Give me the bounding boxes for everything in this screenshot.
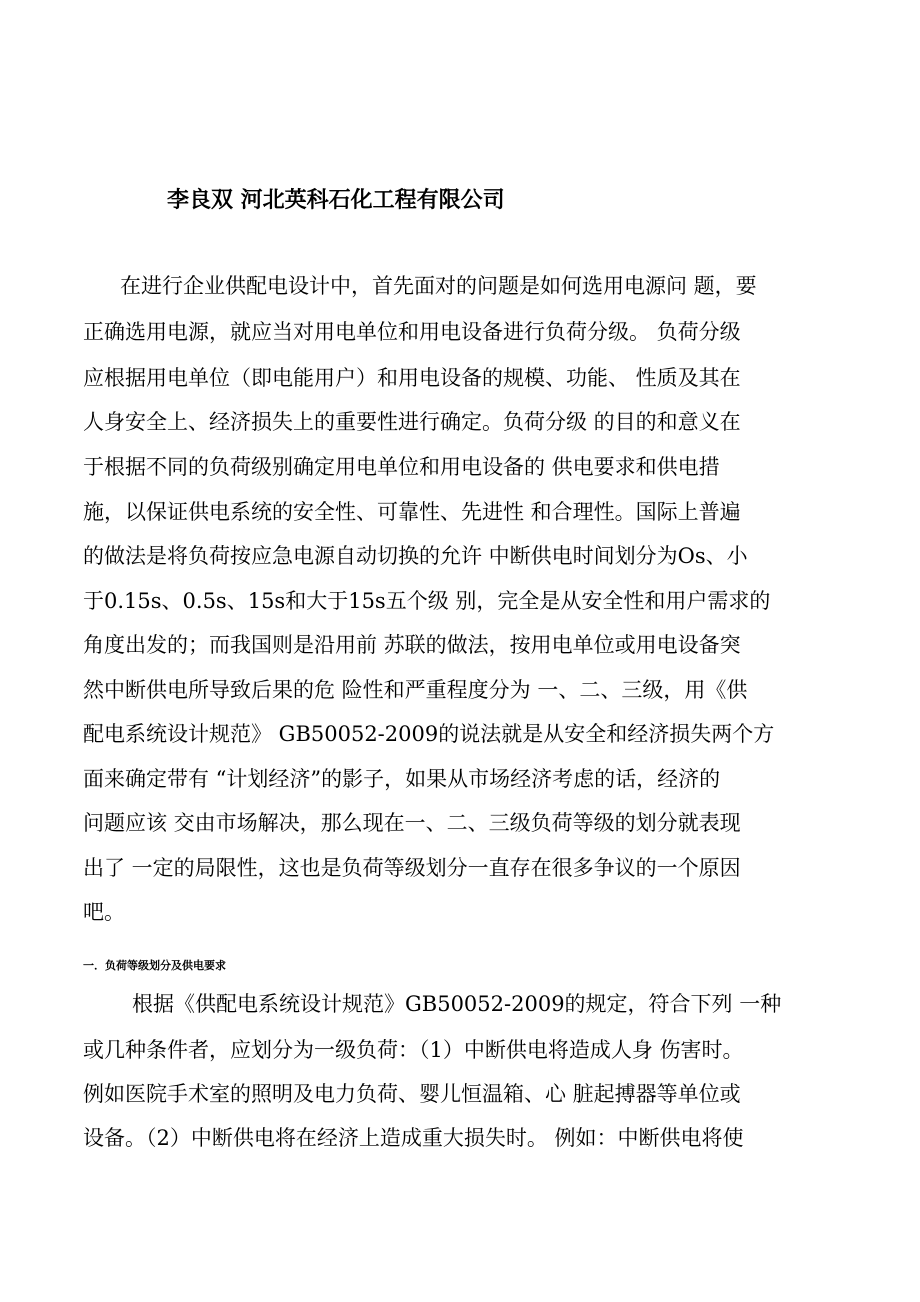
paragraph-line: 施，以保证供电系统的安全性、可靠性、先进性 和合理性。国际上普遍 — [83, 500, 741, 524]
author-affiliation: 李良双 河北英科石化工程有限公司 — [167, 188, 505, 213]
paragraph-line: 配电系统设计规范》 GB50052-2009的说法就是从安全和经济损失两个方 — [83, 722, 775, 746]
section-heading: 一．负荷等级划分及供电要求 — [83, 959, 226, 972]
paragraph-line: 在进行企业供配电设计中，首先面对的问题是如何选用电源问 题，要 — [120, 274, 757, 298]
paragraph-line: 人身安全上、经济损失上的重要性进行确定。负荷分级 的目的和意义在 — [83, 410, 741, 434]
paragraph-line: 面来确定带有 “计划经济”的影子，如果从市场经济考虑的话，经济的 — [83, 767, 721, 791]
paragraph-line: 吧。 — [83, 900, 125, 924]
paragraph-line: 问题应该 交由市场解决，那么现在一、二、三级负荷等级的划分就表现 — [83, 811, 741, 835]
paragraph-line: 正确选用电源，就应当对用电单位和用电设备进行负荷分级。 负荷分级 — [83, 320, 741, 344]
paragraph-line: 设备。（2）中断供电将在经济上造成重大损失时。 例如：中断供电将使 — [83, 1126, 744, 1150]
paragraph-line: 出了 一定的局限性，这也是负荷等级划分一直存在很多争议的一个原因 — [83, 856, 741, 880]
paragraph-line: 根据《供配电系统设计规范》GB50052-2009的规定，符合下列 一种 — [132, 992, 782, 1016]
paragraph-line: 然中断供电所导致后果的危 险性和严重程度分为 一、二、三级，用《供 — [83, 678, 748, 702]
paragraph-line: 角度出发的；而我国则是沿用前 苏联的做法，按用电单位或用电设备突 — [83, 633, 741, 657]
paragraph-line: 应根据用电单位（即电能用户）和用电设备的规模、功能、 性质及其在 — [83, 366, 741, 390]
paragraph-line: 例如医院手术室的照明及电力负荷、婴儿恒温箱、心 脏起搏器等单位或 — [83, 1082, 741, 1106]
paragraph-line: 于根据不同的负荷级别确定用电单位和用电设备的 供电要求和供电措 — [83, 455, 720, 479]
paragraph-line: 或几种条件者，应划分为一级负荷：（1）中断供电将造成人身 伤害时。 — [83, 1038, 744, 1062]
paragraph-line: 于0.15s、0.5s、15s和大于15s五个级 别，完全是从安全性和用户需求的 — [83, 589, 771, 613]
paragraph-line: 的做法是将负荷按应急电源自动切换的允许 中断供电时间划分为Os、小 — [83, 544, 748, 568]
